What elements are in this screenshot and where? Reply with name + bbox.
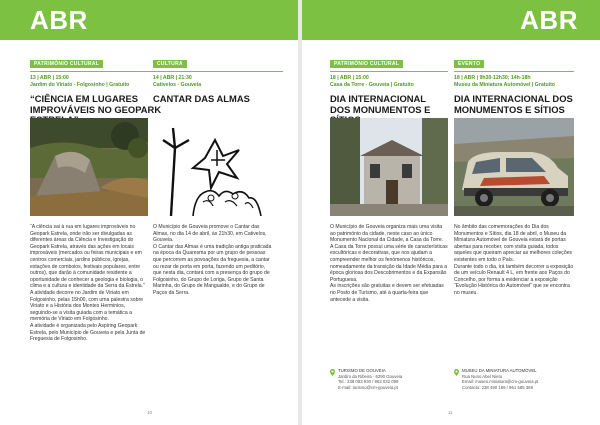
- month-header-left: [0, 0, 298, 40]
- photo-cross-drawing: [153, 118, 270, 216]
- paragraph: Durante todo o dia, irá também decorrer a exposição de um veículo Renault 4 L, em frente aos Paços do Concelho, por forma a evidenciar a exposição “Evolução Histórica do Automóvel” que se encontra no museu.: [454, 263, 574, 296]
- contact-address: Jardim da Ribeira · 6290 Gouveia: [338, 373, 403, 379]
- event-location: Cativelos - Gouveia: [153, 82, 202, 88]
- event-title: DIA INTERNACIONAL DOS MONUMENTOS E SÍTIOS: [454, 93, 573, 115]
- event-header-2: [153, 52, 283, 105]
- divider: [30, 71, 166, 72]
- event-description-3: [330, 224, 448, 303]
- page-number-right: 11: [448, 410, 453, 415]
- paragraph: O Cantar das Almas é uma tradição antiga praticada na época da Quaresma por um grupo de pessoas que percorrem as povoações da freguesia, a cantar ou rezar de porta em porta, fazendo um peditório, que nesta dia, contará com a presença do grupo de Folgosinho, do Grupo de Loriga, Grupo de Santa Marinha, do Grupo de Mangualde, e do Grupo de Paços da Serra.: [153, 243, 272, 296]
- contact-block-2: [462, 368, 574, 390]
- contact-block-1: [338, 368, 448, 390]
- contact-phone: Contacto: 238 490 169 / 961 585 369: [462, 384, 533, 390]
- category-tag: PATRIMÓNIO CULTURAL: [330, 60, 403, 68]
- photo-casa-da-torre: [330, 118, 448, 216]
- category-tag: EVENTO: [454, 60, 484, 68]
- event-date: 13 | ABR | 15:00: [30, 75, 69, 81]
- contact-name: MUSEU DA MINIATURA AUTOMÓVEL: [462, 368, 537, 373]
- photo-renault-car: [454, 118, 574, 216]
- event-title: CANTAR DAS ALMAS: [153, 93, 250, 104]
- month-header-right: [302, 0, 600, 40]
- event-location: Museu da Miniatura Automóvel | Gratuito: [454, 82, 555, 88]
- event-description-4: [454, 224, 574, 297]
- contact-address: Rua Nuno Abel Nieto: [462, 373, 503, 379]
- event-date: 18 | ABR | 15:00: [330, 75, 369, 81]
- paragraph: A Casa da Torre possui uma série de características escultóricas e decorativas, que nos ajudam a compreender melhor os fenómenos históricos, nomeadamente da transição da Idade Média para a época gloriosa dos Descobrimentos e da Expansão Portuguesa.: [330, 243, 448, 283]
- event-location: Casa da Torre - Gouveia | Gratuito: [330, 82, 414, 88]
- event-description-2: [153, 224, 275, 297]
- paragraph: O Município de Gouveia organiza mais uma visita ao património da cidade, neste caso ao único Monumento Nacional da Cidade, a Casa da Torre.: [330, 224, 444, 244]
- location-pin-icon: [454, 369, 459, 376]
- divider: [454, 71, 574, 72]
- event-description-1: [30, 224, 148, 343]
- paragraph: A atividade é organizada pelo Aspiring Geopark Estrela, pelo Município de Gouveia e pela Junta de Freguesia de Folgosinho.: [30, 322, 146, 343]
- event-date: 18 | ABR | 9h30-12h30; 14h-18h: [454, 75, 531, 81]
- event-header-4: [454, 52, 574, 115]
- paragraph: A atividade decorre no Jardim de Viriato em Folgosinho, pelas 15h00, com uma palestra sobre Viriato e a História dos Montes Herminios, seguindo-se a visita guiada com a temática a memória de Viriato em Folgosinho.: [30, 289, 143, 323]
- paragraph: No âmbito das comemorações do Dia dos Monumentos e Sítios, dia 18 de abril, o Museu da Miniatura Automóvel de Gouveia estará de portas abertas para receber, com visita guiada, todos aqueles que queiram apreciar as melhores coleções existentes em todo o País.: [454, 224, 573, 263]
- category-tag: CULTURA: [153, 60, 187, 68]
- month-label-right: ABR: [520, 5, 578, 35]
- page-number-left: 10: [147, 410, 153, 415]
- location-pin-icon: [330, 369, 335, 376]
- month-label-left: ABR: [30, 5, 88, 35]
- paragraph: As inscrições são gratuitas e devem ser efetuadas no Posto de Turismo, até à quarta-feira que antecede a visita.: [330, 283, 444, 303]
- paragraph: “A ciência sai à rua em lugares improváveis no Geopark Estrela, onde irão ser divulgadas as diferentes áreas da Ciência e Investigação do Geopark Estrela, através das ações em locais improváveis (mercados ou feiras municipais e em centros comerciais, jardins públicos, igrejas, estações de comboios, festivais populares, entre outros), que darão à comunidade residente a oportunidade de conhecer a geologia e biologia, o clima e a cultura e identidade da Serra da Estrela.”: [30, 224, 145, 290]
- event-header-3: [330, 52, 448, 126]
- contact-name: TURISMO DE GOUVEIA: [338, 368, 386, 373]
- event-header-1: [30, 52, 166, 126]
- event-title: DIA INTERNACIONAL DOS MONUMENTOS E: [330, 93, 431, 115]
- paragraph: O Município de Gouveia promove o Cantar das Almas, no dia 14 de abril, às 21h30, em Cativelos, Gouveia.: [153, 224, 267, 244]
- event-date: 14 | ABR | 21:30: [153, 75, 192, 81]
- contact-phone: Tel.: 238 083 930 / 962 032 099: [338, 379, 399, 385]
- category-tag: PATRIMÓNIO CULTURAL: [30, 60, 103, 68]
- divider: [330, 71, 448, 72]
- event-location: Jardim do Viriato - Folgosinho | Gratuito: [30, 82, 130, 88]
- divider: [153, 71, 283, 72]
- contact-email: Email: museu.miniatura@cm-gouveia.pt: [462, 379, 539, 385]
- event-title: “CIÊNCIA EM LUGARES IMPROVÁVEIS NO GEOPARK: [30, 93, 162, 115]
- contact-email: E-mail: turismo@cm-gouveia.pt: [338, 384, 398, 390]
- photo-rock-landscape: [30, 118, 148, 216]
- page-fold: [298, 0, 302, 425]
